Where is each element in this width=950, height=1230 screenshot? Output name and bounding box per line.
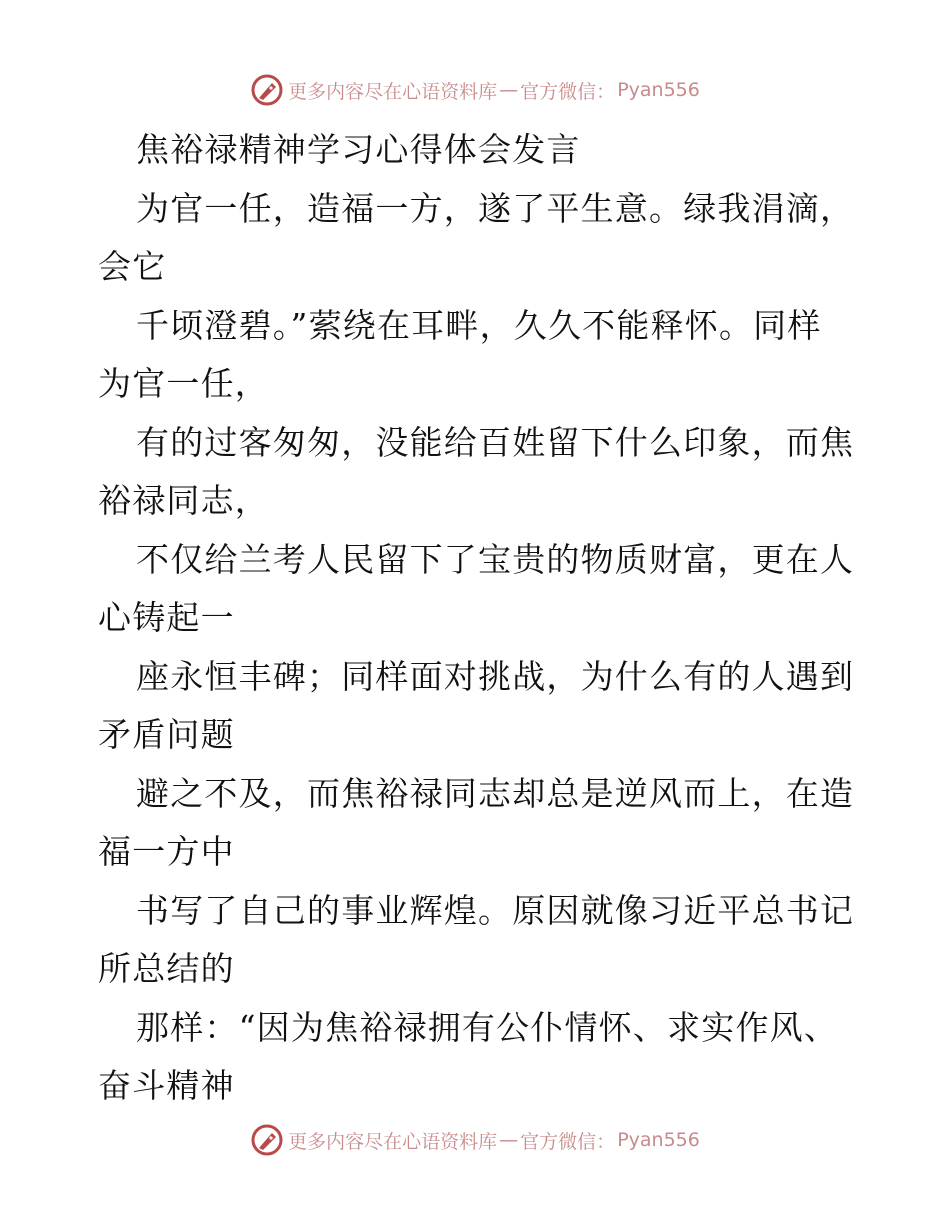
- text-line: 会它: [98, 247, 167, 286]
- pen-nib-circle-icon: [250, 1123, 284, 1157]
- watermark-brand: Pyan556: [617, 79, 700, 101]
- text-line: 那样：“因为焦裕禄拥有公仆情怀、求实作风、: [136, 1007, 839, 1047]
- text-line: 书写了自己的事业辉煌。原因就像习近平总书记: [136, 890, 855, 930]
- text-line: 矛盾问题: [98, 715, 235, 754]
- text-line: 避之不及，而焦裕禄同志却总是逆风而上，在造: [136, 773, 855, 813]
- pen-nib-circle-icon: [250, 73, 284, 107]
- text-line: 有的过客匆匆，没能给百姓留下什么印象，而焦: [136, 422, 855, 462]
- watermark-text: 更多内容尽在心语资料库: [288, 80, 498, 103]
- text-line: 心铸起一: [98, 598, 235, 637]
- footer-watermark: [0, 1120, 950, 1160]
- watermark-text: 更多内容尽在心语资料库: [288, 1130, 498, 1153]
- text-line: 座永恒丰碑；同样面对挑战，为什么有的人遇到: [136, 656, 855, 696]
- text-line: 不仅给兰考人民留下了宝贵的物质财富，更在人: [136, 539, 855, 579]
- watermark-suffix: 官方微信：: [520, 1130, 616, 1153]
- header-watermark: [0, 70, 950, 110]
- watermark-brand: Pyan556: [617, 1129, 700, 1151]
- watermark-dash: —: [499, 79, 519, 101]
- text-line: 为官一任，: [98, 364, 269, 403]
- text-line: 焦裕禄精神学习心得体会发言: [136, 130, 581, 169]
- text-line: 福一方中: [98, 832, 235, 871]
- watermark-suffix: 官方微信：: [520, 80, 616, 103]
- text-line: 裕禄同志，: [98, 481, 269, 520]
- text-line: 所总结的: [98, 949, 235, 988]
- text-line: 千顷澄碧。”萦绕在耳畔，久久不能释怀。同样: [136, 305, 822, 345]
- watermark-dash: —: [499, 1129, 519, 1151]
- text-line: 奋斗精神: [98, 1066, 235, 1105]
- text-line: 为官一任，造福一方，遂了平生意。绿我涓滴，: [136, 188, 855, 228]
- document-body: [98, 121, 858, 1116]
